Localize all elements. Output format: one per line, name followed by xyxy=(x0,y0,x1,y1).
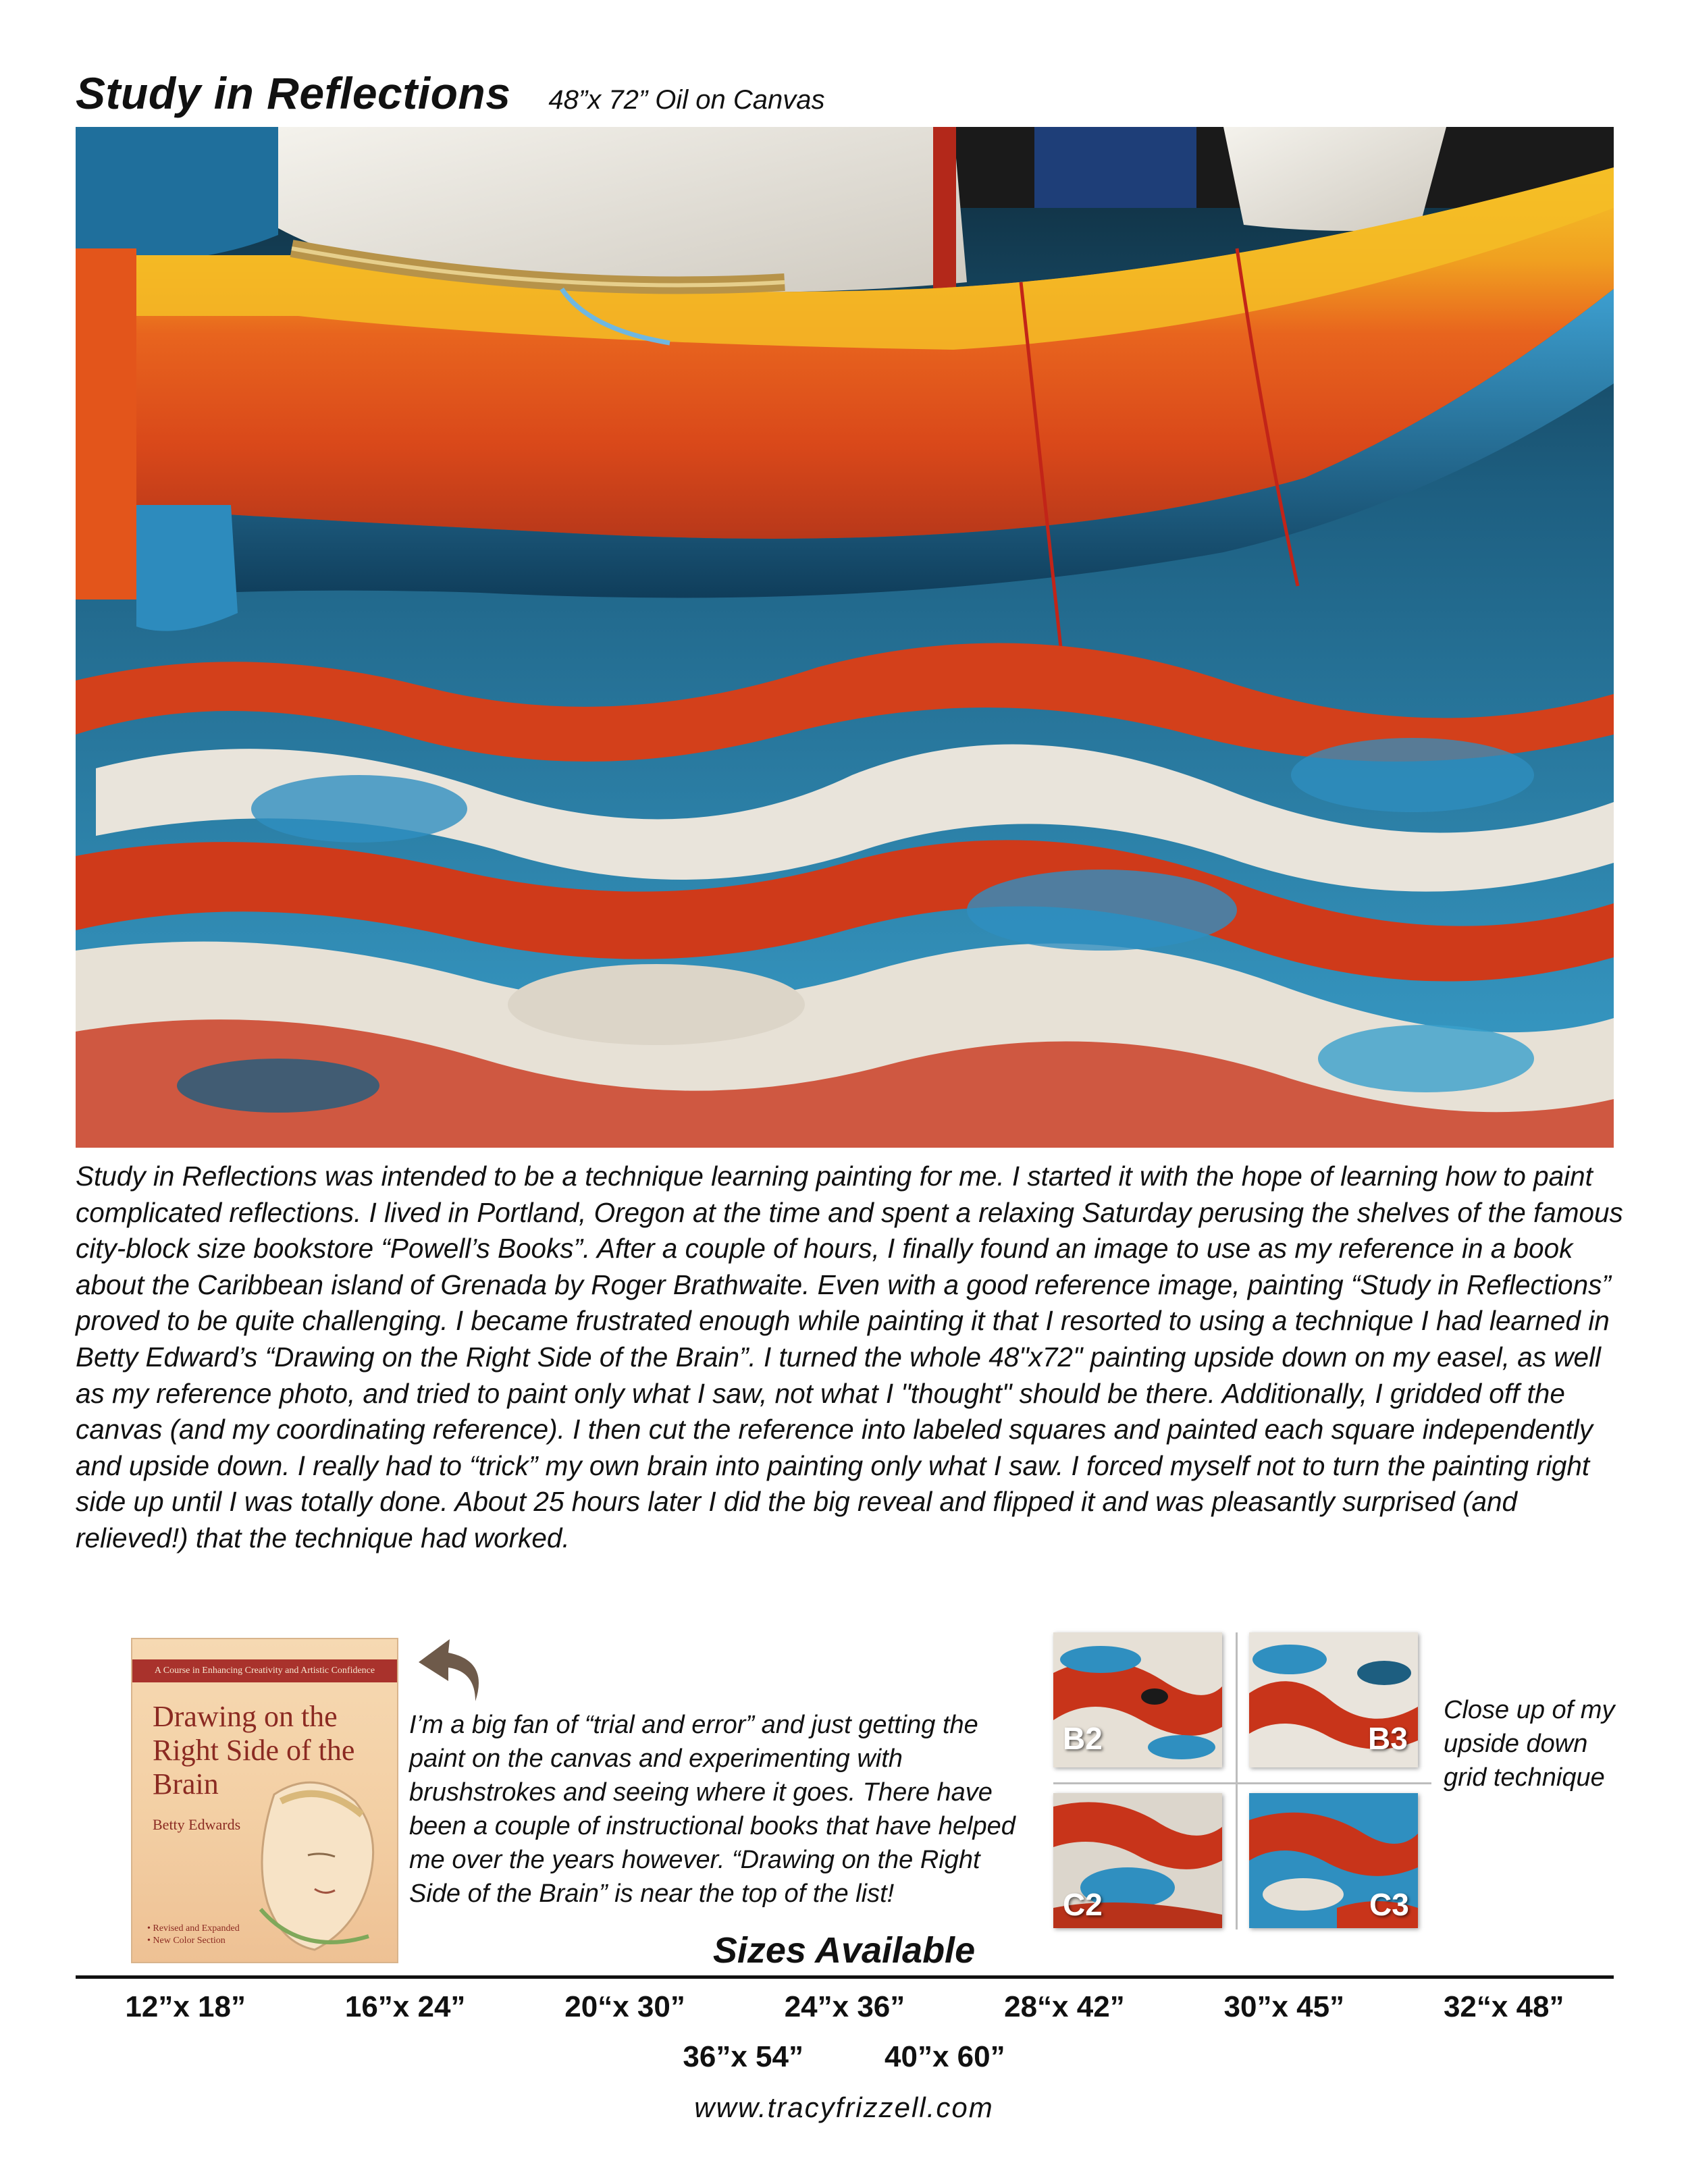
book-quote: I’m a big fan of “trial and error” and just getting the paint on the canvas and experimenting with brushstrokes and seeing where it goes. There have been a couple of instructional books that have helped me over the years however. “Drawing on the Right Side of the Brain” is near the top of the list! xyxy=(409,1711,1016,1908)
book-tagline: A Course in Enhancing Creativity and Artistic Confidence xyxy=(132,1659,397,1682)
story-paragraph: Study in Reflections was intended to be a technique learning painting for me. I started it with the hope of learning how to paint complicated reflections. I lived in Portland, Oregon at the time and spent a relaxing Saturday perusing the shelves of the famous city-block size bookstore “Powell’s Books”. After a couple of hours, I finally found an image to use as my reference in a book about the Caribbean island of Grenada by Roger Brathwaite. Even with a good reference image, painting “Study in Reflections” proved to be quite challenging. I became frustrated enough while painting it that I resorted to using a technique I had learned in Betty Edward’s “Drawing on the Right Side of the Brain”. I turned the whole 48"x72" painting upside down on my easel, as well as my reference photo, and tried to paint only what I saw, not what I "thought" should be there. Additionally, I gridded off the canvas (and my coordinating reference). I then cut the reference into labeled squares and painted each square independently and upside down. I really had to “trick” my own brain into painting only what I saw. I forced myself not to turn the painting right side up until I was totally done. About 25 hours later I did the big reveal and flipped it and was pleasantly surprised (and relieved!) that the technique had worked. xyxy=(76,1161,1623,1553)
grid-divider-vertical xyxy=(1236,1632,1238,1929)
size-option: 30”x 45” xyxy=(1223,1990,1345,2023)
size-option: 16”x 24” xyxy=(344,1990,466,2023)
grid-tile-c3 xyxy=(1249,1793,1418,1928)
size-option: 36”x 54” xyxy=(683,2040,803,2073)
size-option: 24”x 36” xyxy=(784,1990,905,2023)
grid-tile-c2 xyxy=(1053,1793,1222,1928)
book-author: Betty Edwards xyxy=(153,1816,241,1833)
grid-tile-b3 xyxy=(1249,1632,1418,1767)
sizes-heading: Sizes Available xyxy=(712,1930,976,1971)
size-option: 20“x 30” xyxy=(564,1990,685,2023)
mast xyxy=(933,127,956,302)
header xyxy=(76,68,825,122)
size-option: 12”x 18” xyxy=(125,1990,246,2023)
grid-tile-b2 xyxy=(1053,1632,1222,1767)
tile-label-c3: C3 xyxy=(1369,1887,1409,1922)
sizes-list-second-row xyxy=(0,2040,1688,2074)
size-option: 32“x 48” xyxy=(1443,1990,1564,2023)
book-title: Drawing on the Right Side of the Brain xyxy=(153,1700,355,1801)
painting-dimensions: 48”x 72” Oil on Canvas xyxy=(548,85,825,115)
painting-image xyxy=(76,127,1614,1148)
curved-arrow-icon xyxy=(415,1634,489,1708)
book-notes: • Revised and Expanded • New Color Section xyxy=(147,1923,240,1946)
sizes-list xyxy=(76,1990,1614,2024)
page-title: Study in Reflections xyxy=(76,68,511,118)
tile-label-c2: C2 xyxy=(1063,1887,1103,1922)
grid-closeup xyxy=(1053,1632,1431,1929)
sail-right xyxy=(1223,127,1446,231)
size-option: 40”x 60” xyxy=(885,2040,1005,2073)
website-url[interactable]: www.tracyfrizzell.com xyxy=(694,2092,994,2123)
tile-label-b3: B3 xyxy=(1368,1721,1408,1756)
tile-label-b2: B2 xyxy=(1063,1721,1103,1756)
book-cover xyxy=(132,1639,397,1962)
size-option: 28“x 42” xyxy=(1004,1990,1125,2023)
grid-caption: Close up of my upside down grid technique xyxy=(1444,1696,1615,1792)
grid-divider-horizontal xyxy=(1053,1782,1431,1784)
divider xyxy=(76,1975,1614,1979)
